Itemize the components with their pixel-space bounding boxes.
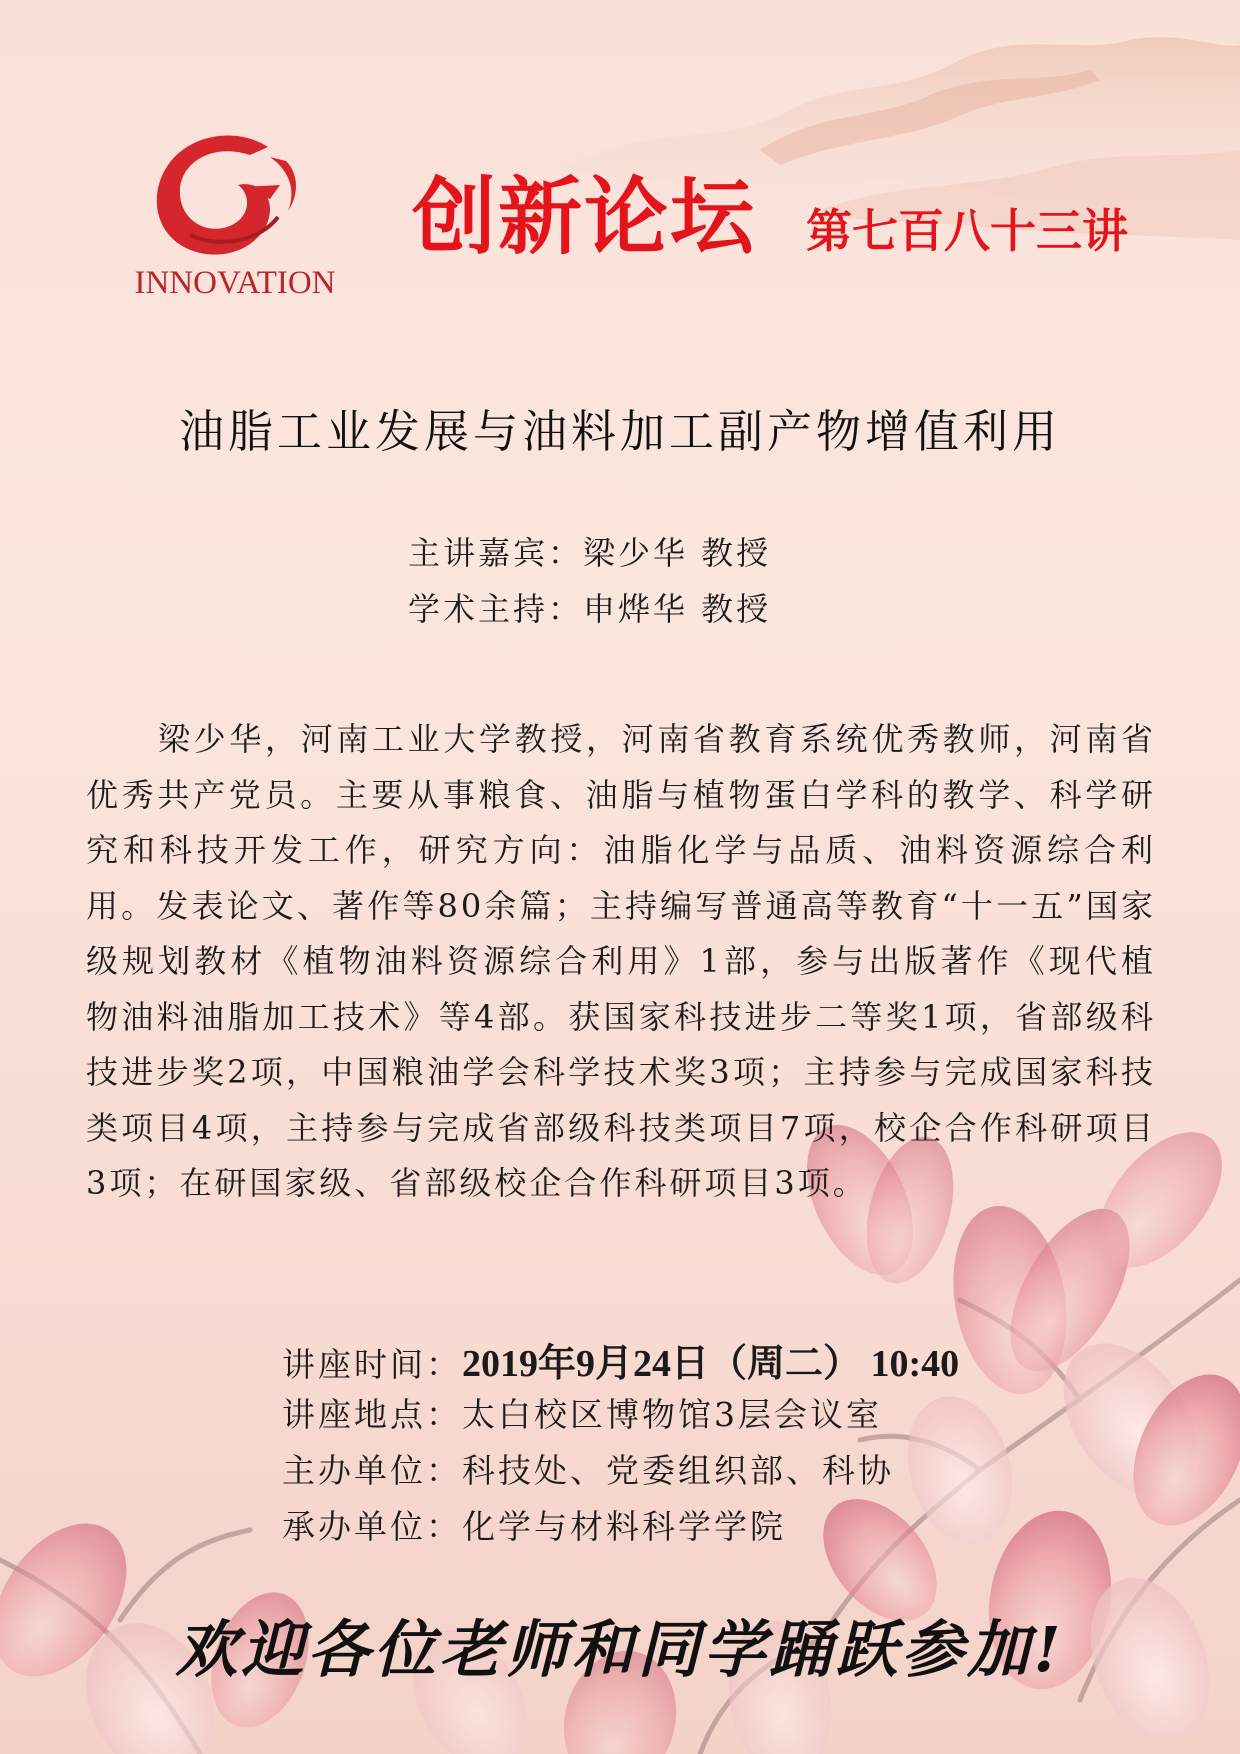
- lecture-time-value: 2019年9月24日（周二） 10:40: [462, 1343, 960, 1385]
- speaker-bio: 梁少华，河南工业大学教授，河南省教育系统优秀教师，河南省优秀共产党员。主要从事粮食、油脂与植物蛋白学科的教学、科学研究和科技开发工作，研究方向：油脂化学与品质、油料资源综合利用。发表论文、著作等80余篇；主持编写普通高等教育“十一五”国家级规划教材《植物油料资源综合利用》1部，参与出版著作《现代植物油料油脂加工技术》等4部。获国家科技进步二等奖1项，省部级科技进步奖2项，中国粮油学会科学技术奖3项；主持参与完成国家科技类项目4项，主持参与完成省部级科技类项目7项，校企合作科研项目3项；在研国家级、省部级校企合作科研项目3项。: [86, 720, 1156, 1202]
- welcome-message: 欢迎各位老师和同学踊跃参加!: [175, 1613, 1065, 1686]
- lecture-topic: 油脂工业发展与油料加工副产物增值利用: [178, 405, 1061, 458]
- lecture-place: 讲座地点：太白校区博物馆3层会议室: [282, 1395, 882, 1434]
- academic-host: 学术主持：申烨华 教授: [408, 590, 772, 628]
- lecture-number: 第七百八十三讲: [806, 204, 1128, 258]
- innovation-logo: [120, 125, 350, 305]
- organizer: 主办单位：科技处、党委组织部、科协: [282, 1451, 894, 1490]
- logo-swirl-icon: [120, 125, 350, 265]
- lecture-time: [282, 1332, 959, 1387]
- lecture-time-label: 讲座时间：: [282, 1345, 462, 1384]
- guest-speaker: 主讲嘉宾：梁少华 教授: [408, 534, 772, 572]
- undertaker: 承办单位：化学与材料科学学院: [282, 1507, 786, 1546]
- forum-title: 创新论坛: [412, 168, 757, 266]
- logo-text: INNOVATION: [134, 265, 336, 301]
